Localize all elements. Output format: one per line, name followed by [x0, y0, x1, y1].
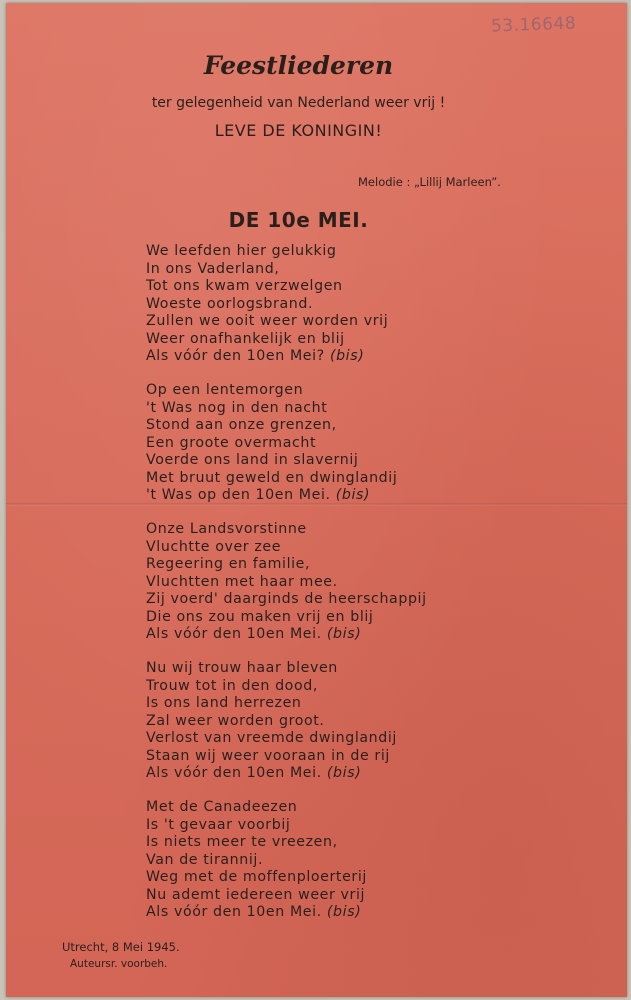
lyric-text: Is 't gevaar voorbij [146, 816, 291, 833]
lyric-text: Weg met de moffenploerterij [146, 869, 367, 885]
lyric-line [146, 817, 367, 835]
lyric-text: Met bruut geweld en dwinglandij [146, 469, 398, 486]
lyric-text: Stond aan onze grenzen, [146, 417, 337, 433]
lyric-line [146, 278, 388, 296]
lyric-text: Voerde ons land in slavernij [146, 452, 359, 468]
lyric-line [146, 574, 427, 592]
lyric-text: Zij voerd' daarginds de heerschappij [146, 591, 427, 607]
lyric-text: Verlost van vreemde dwinglandij [146, 730, 397, 746]
lyric-text: Onze Landsvorstinne [146, 521, 307, 537]
lyric-text: Trouw tot in den dood, [146, 677, 318, 694]
lyric-line [146, 243, 388, 261]
lyric-text: Een groote overmacht [146, 434, 317, 451]
lyric-text: We leefden hier gelukkig [146, 243, 337, 259]
lyric-line [146, 713, 397, 731]
lyric-text: Staan wij weer vooraan in de rij [146, 747, 390, 764]
archive-number: 53.16648 [490, 13, 577, 37]
lyric-text: 't Was nog in den nacht [146, 399, 328, 416]
lyric-line [146, 313, 388, 331]
lyric-text: Als vóór den 10en Mei. [146, 626, 322, 642]
sheet-title: Feestliederen [203, 51, 394, 80]
lyric-line [146, 834, 367, 852]
refrain-mark: (bis) [326, 765, 362, 781]
melody-note: Melodie : „Lillij Marleen”. [358, 175, 501, 189]
lyric-line [146, 609, 427, 627]
lyric-text: Als vóór den 10en Mei. [146, 765, 322, 781]
lyric-line [146, 470, 397, 488]
lyric-line [146, 348, 388, 366]
lyric-text: Vluchtte over zee [146, 538, 282, 555]
lyric-text: Met de Canadeezen [146, 799, 298, 815]
stanza [146, 521, 427, 644]
lyric-text: 't Was op den 10en Mei. [146, 487, 331, 503]
stanza [146, 243, 388, 366]
copyright-note: Auteursr. voorbeh. [70, 958, 168, 970]
lyric-text: Van de tirannij. [146, 851, 264, 868]
lyric-line [146, 904, 367, 922]
lyric-line [146, 730, 397, 748]
lyric-line [146, 852, 367, 870]
stanza [146, 799, 367, 922]
lyric-line [146, 626, 427, 644]
lyric-line [146, 261, 388, 279]
refrain-mark: (bis) [335, 487, 371, 503]
lyric-text: Als vóór den 10en Mei. [146, 904, 322, 920]
sheet-subtitle: ter gelegenheid van Nederland weer vrij ! [151, 95, 446, 111]
lyric-line [146, 487, 397, 505]
lyric-line [146, 869, 367, 887]
lyric-text: Zal weer worden groot. [146, 712, 325, 729]
lyric-line [146, 435, 397, 453]
refrain-mark: (bis) [326, 626, 362, 642]
lyric-text: Tot ons kwam verzwelgen [146, 278, 343, 294]
stanza [146, 382, 397, 505]
lyric-text: Is niets meer te vreezen, [146, 834, 338, 850]
lyric-line [146, 678, 397, 696]
lyric-text: Als vóór den 10en Mei? [146, 348, 325, 364]
lyric-text: Zullen we ooit weer worden vrij [146, 313, 389, 329]
lyric-line [146, 296, 388, 314]
refrain-mark: (bis) [326, 904, 362, 920]
lyric-line [146, 748, 397, 766]
lyric-text: Woeste oorlogsbrand. [146, 295, 314, 312]
lyric-text: Is ons land herrezen [146, 695, 302, 711]
lyric-line [146, 417, 397, 435]
lyric-line [146, 331, 388, 349]
lyric-line [146, 452, 397, 470]
lyric-text: Regeering en familie, [146, 556, 311, 572]
lyric-text: Nu ademt iedereen weer vrij [146, 886, 366, 903]
lyric-line [146, 400, 397, 418]
lyric-line [146, 382, 397, 400]
royal-hail: LEVE DE KONINGIN! [214, 121, 383, 140]
lyric-text: Weer onafhankelijk en blij [146, 330, 345, 347]
lyric-line [146, 765, 397, 783]
lyric-line [146, 591, 427, 609]
refrain-mark: (bis) [329, 348, 365, 364]
lyric-line [146, 539, 427, 557]
lyric-line [146, 660, 397, 678]
lyric-line [146, 556, 427, 574]
lyric-text: Die ons zou maken vrij en blij [146, 608, 374, 625]
lyric-text: Nu wij trouw haar bleven [146, 660, 338, 676]
place-date: Utrecht, 8 Mei 1945. [62, 940, 180, 954]
lyric-text: Op een lentemorgen [146, 382, 304, 398]
lyric-line [146, 887, 367, 905]
song-title: DE 10e MEI. [228, 208, 369, 232]
lyric-line [146, 799, 367, 817]
stanza [146, 660, 397, 783]
song-sheet [6, 3, 627, 997]
lyric-line [146, 521, 427, 539]
lyric-line [146, 695, 397, 713]
lyric-text: Vluchtten met haar mee. [146, 573, 338, 590]
lyric-text: In ons Vaderland, [146, 260, 280, 277]
